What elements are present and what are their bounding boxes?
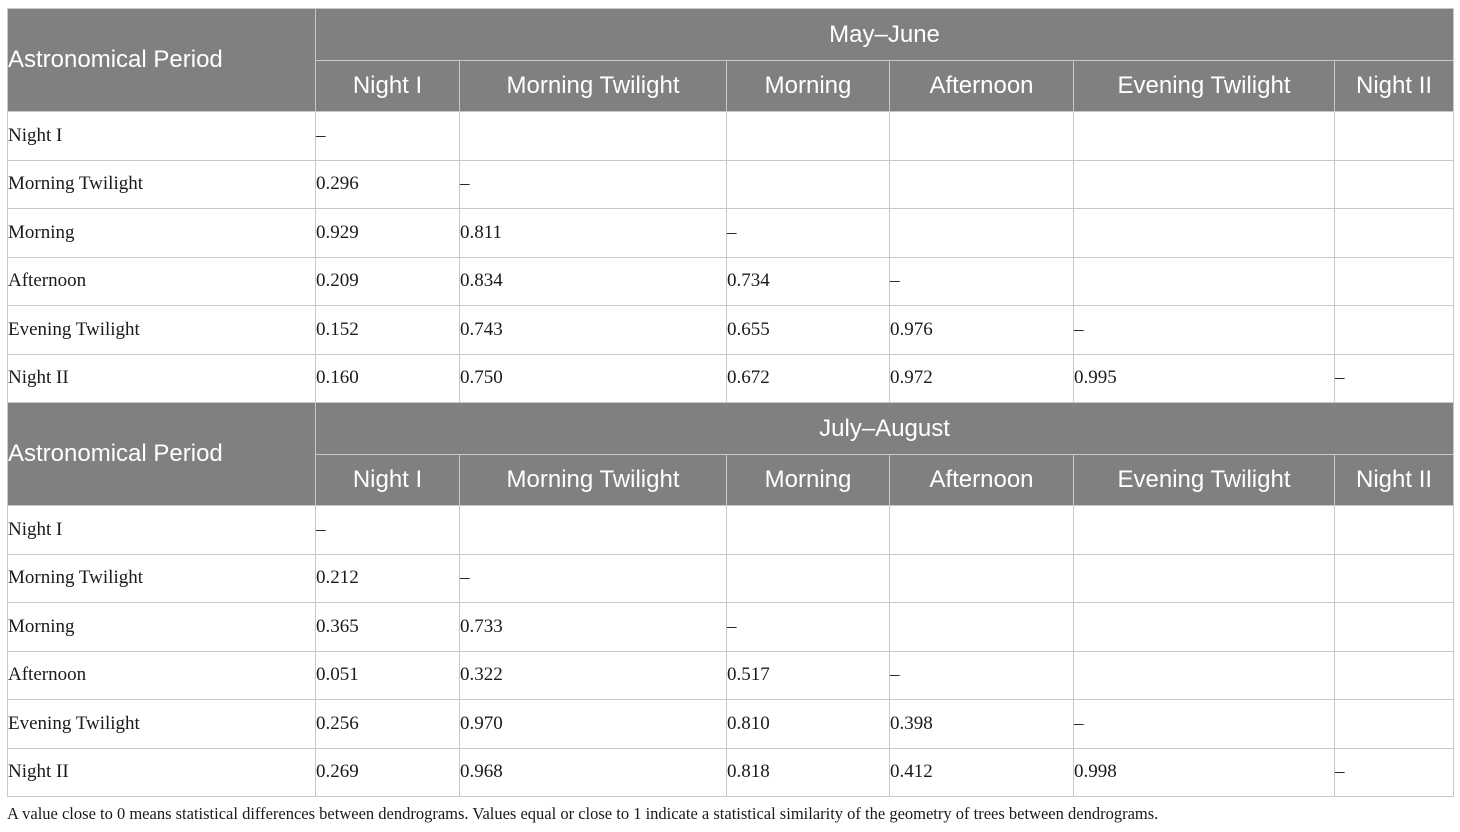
table-row [8, 112, 1454, 161]
table-cell: 0.976 [890, 306, 1074, 355]
table-row [8, 257, 1454, 306]
table-cell [1074, 112, 1335, 161]
table-row [8, 700, 1454, 749]
table-cell: 0.970 [460, 700, 727, 749]
table-cell: – [890, 257, 1074, 306]
table-cell: 0.811 [460, 209, 727, 258]
table-cell [460, 506, 727, 555]
table-cell: 0.517 [727, 651, 890, 700]
similarity-table [7, 8, 1454, 797]
table-cell [727, 554, 890, 603]
column-header: Morning [727, 61, 890, 112]
table-cell [727, 506, 890, 555]
table-cell: 0.750 [460, 354, 727, 403]
column-header: Afternoon [890, 455, 1074, 506]
table-cell: – [316, 112, 460, 161]
table-row [8, 506, 1454, 555]
table-cell: – [727, 603, 890, 652]
table-cell: 0.733 [460, 603, 727, 652]
table-cell [1335, 554, 1454, 603]
row-label: Evening Twilight [8, 700, 316, 749]
table-cell: – [460, 160, 727, 209]
table-cell [890, 506, 1074, 555]
column-header: Morning Twilight [460, 61, 727, 112]
row-label: Night I [8, 112, 316, 161]
table-cell: – [1335, 354, 1454, 403]
row-label: Afternoon [8, 651, 316, 700]
table-cell [890, 603, 1074, 652]
table-cell: – [460, 554, 727, 603]
table-cell [1335, 112, 1454, 161]
table-cell: 0.929 [316, 209, 460, 258]
row-label: Evening Twilight [8, 306, 316, 355]
table-cell [1074, 554, 1335, 603]
table-cell: 0.365 [316, 603, 460, 652]
table-cell: 0.296 [316, 160, 460, 209]
corner-header: Astronomical Period [8, 9, 316, 112]
table-cell: 0.269 [316, 748, 460, 797]
table-cell [1074, 506, 1335, 555]
table-row [8, 160, 1454, 209]
row-label: Night II [8, 354, 316, 403]
table-cell: 0.209 [316, 257, 460, 306]
table-cell: 0.743 [460, 306, 727, 355]
table-row [8, 209, 1454, 258]
table-cell [1335, 603, 1454, 652]
table-cell: – [1074, 306, 1335, 355]
table-row [8, 554, 1454, 603]
column-header: Evening Twilight [1074, 61, 1335, 112]
table-cell: 0.998 [1074, 748, 1335, 797]
table-cell: 0.734 [727, 257, 890, 306]
table-cell: 0.672 [727, 354, 890, 403]
row-label: Night I [8, 506, 316, 555]
column-header: Night II [1335, 61, 1454, 112]
table-cell [1335, 700, 1454, 749]
table-cell [890, 160, 1074, 209]
table-cell: 0.322 [460, 651, 727, 700]
column-header: Morning [727, 455, 890, 506]
table-cell [1335, 651, 1454, 700]
table-cell: 0.160 [316, 354, 460, 403]
table-cell [890, 209, 1074, 258]
table-row [8, 651, 1454, 700]
table-cell: – [890, 651, 1074, 700]
table-cell: – [727, 209, 890, 258]
table-cell [1335, 160, 1454, 209]
column-header: Night I [316, 455, 460, 506]
table-footnote: A value close to 0 means statistical differences between dendrograms. Values equal or close to 1 indicate a statistical similarity of the geometry of trees between dendrograms. [7, 804, 1159, 823]
row-label: Night II [8, 748, 316, 797]
column-header: Afternoon [890, 61, 1074, 112]
table-row [8, 748, 1454, 797]
corner-header: Astronomical Period [8, 403, 316, 506]
row-label: Afternoon [8, 257, 316, 306]
table-cell: 0.995 [1074, 354, 1335, 403]
table-cell [890, 112, 1074, 161]
table-cell [460, 112, 727, 161]
row-label: Morning [8, 209, 316, 258]
table-cell: 0.412 [890, 748, 1074, 797]
table-cell: 0.398 [890, 700, 1074, 749]
section-title: May–June [316, 9, 1454, 61]
table-cell [727, 112, 890, 161]
row-label: Morning [8, 603, 316, 652]
table-row [8, 603, 1454, 652]
table-cell: 0.818 [727, 748, 890, 797]
table-cell [1074, 160, 1335, 209]
table-cell [1335, 306, 1454, 355]
section-may-june [8, 9, 1454, 403]
table-cell [1074, 209, 1335, 258]
table-cell: 0.968 [460, 748, 727, 797]
table-cell: – [316, 506, 460, 555]
table-cell: 0.212 [316, 554, 460, 603]
table-cell: 0.655 [727, 306, 890, 355]
table-cell [727, 160, 890, 209]
table-cell [1335, 257, 1454, 306]
table-cell [1335, 209, 1454, 258]
table-row [8, 306, 1454, 355]
column-header: Morning Twilight [460, 455, 727, 506]
table-cell: 0.152 [316, 306, 460, 355]
table-cell [1335, 506, 1454, 555]
table-cell: 0.810 [727, 700, 890, 749]
table-cell: – [1335, 748, 1454, 797]
table-cell: 0.972 [890, 354, 1074, 403]
table-cell [1074, 603, 1335, 652]
section-july-august [8, 403, 1454, 797]
table-cell [890, 554, 1074, 603]
column-header: Night I [316, 61, 460, 112]
row-label: Morning Twilight [8, 160, 316, 209]
table-cell: – [1074, 700, 1335, 749]
row-label: Morning Twilight [8, 554, 316, 603]
table-cell [1074, 651, 1335, 700]
table-cell [1074, 257, 1335, 306]
table-cell: 0.834 [460, 257, 727, 306]
table-cell: 0.256 [316, 700, 460, 749]
section-title: July–August [316, 403, 1454, 455]
table-cell: 0.051 [316, 651, 460, 700]
column-header: Evening Twilight [1074, 455, 1335, 506]
table-row [8, 354, 1454, 403]
column-header: Night II [1335, 455, 1454, 506]
